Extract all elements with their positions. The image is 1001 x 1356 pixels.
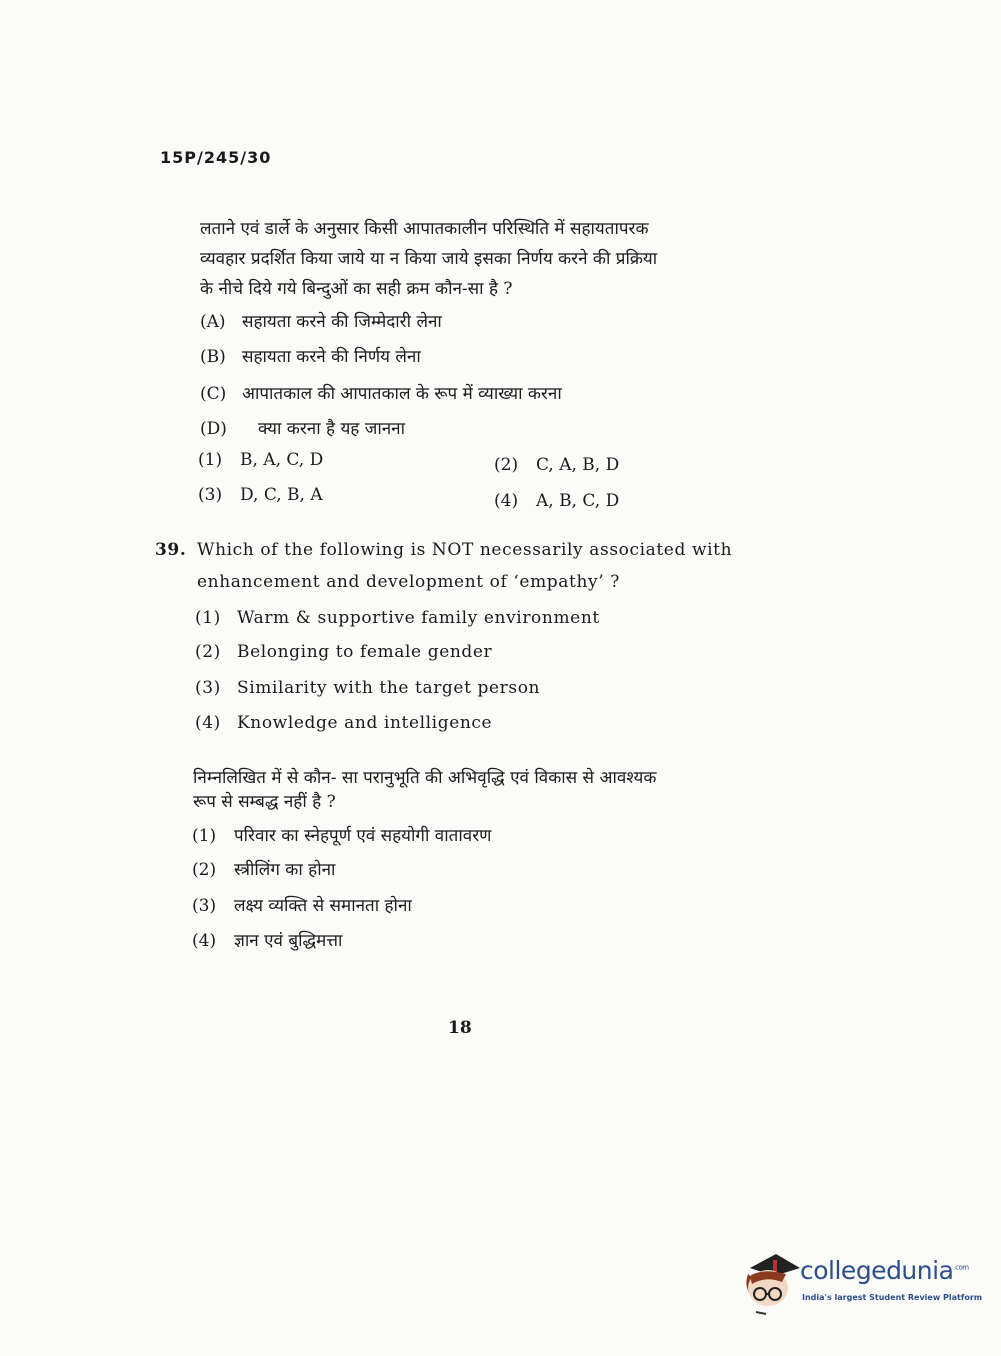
q38-statement-d: (D) क्या करना है यह जानना bbox=[200, 419, 406, 439]
mascot-icon bbox=[742, 1250, 802, 1318]
q39-stem-line-1: 39. Which of the following is NOT necessarily associated with bbox=[155, 540, 733, 560]
q39-option-1: (1) Warm & supportive family environment bbox=[195, 608, 600, 628]
q38-stem-line-3: के नीचे दिये गये बिन्दुओं का सही क्रम कौन-सा है ? bbox=[200, 279, 513, 299]
brand-tagline: India's largest Student Review Platform bbox=[802, 1293, 983, 1302]
q39-option-4: (4) Knowledge and intelligence bbox=[195, 713, 493, 733]
q39-hindi-stem-line-2: रूप से सम्बद्ध नहीं है ? bbox=[193, 792, 336, 812]
collegedunia-logo bbox=[742, 1250, 983, 1320]
paper-code: 15P/245/30 bbox=[160, 148, 272, 167]
page-number: 18 bbox=[448, 1018, 472, 1038]
q38-statement-b: (B) सहायता करने की निर्णय लेना bbox=[200, 347, 421, 367]
q38-stem-line-2: व्यवहार प्रदर्शित किया जाये या न किया जाये इसका निर्णय करने की प्रक्रिया bbox=[200, 249, 658, 269]
q39-hindi-option-1: (1) परिवार का स्नेहपूर्ण एवं सहयोगी वातावरण bbox=[192, 826, 492, 846]
q39-hindi-option-2: (2) स्त्रीलिंग का होना bbox=[192, 860, 336, 880]
q39-hindi-stem-line-1: निम्नलिखित में से कौन- सा परानुभूति की अभिवृद्धि एवं विकास से आवश्यक bbox=[193, 768, 657, 788]
q38-statement-c: (C) आपातकाल की आपातकाल के रूप में व्याख्या करना bbox=[200, 384, 562, 404]
q38-statement-a: (A) सहायता करने की जिम्मेदारी लेना bbox=[200, 312, 442, 332]
q39-hindi-option-3: (3) लक्ष्य व्यक्ति से समानता होना bbox=[192, 896, 412, 916]
question-number: 39. bbox=[155, 540, 187, 560]
q39-option-3: (3) Similarity with the target person bbox=[195, 678, 541, 698]
q38-option-3: (3) D, C, B, A bbox=[198, 485, 323, 505]
q38-option-2: (2) C, A, B, D bbox=[494, 455, 620, 475]
q39-stem-line-2: enhancement and development of ‘empathy’ ? bbox=[197, 572, 620, 592]
q38-option-1: (1) B, A, C, D bbox=[198, 450, 324, 470]
q38-option-4: (4) A, B, C, D bbox=[494, 491, 620, 511]
q38-stem-line-1: लताने एवं डार्ले के अनुसार किसी आपातकालीन परिस्थिति में सहायतापरक bbox=[200, 219, 649, 239]
brand-name: collegedunia bbox=[800, 1256, 954, 1285]
q39-option-2: (2) Belonging to female gender bbox=[195, 642, 493, 662]
q39-hindi-option-4: (4) ज्ञान एवं बुद्धिमत्ता bbox=[192, 931, 343, 951]
brand-suffix: .com bbox=[953, 1263, 969, 1272]
